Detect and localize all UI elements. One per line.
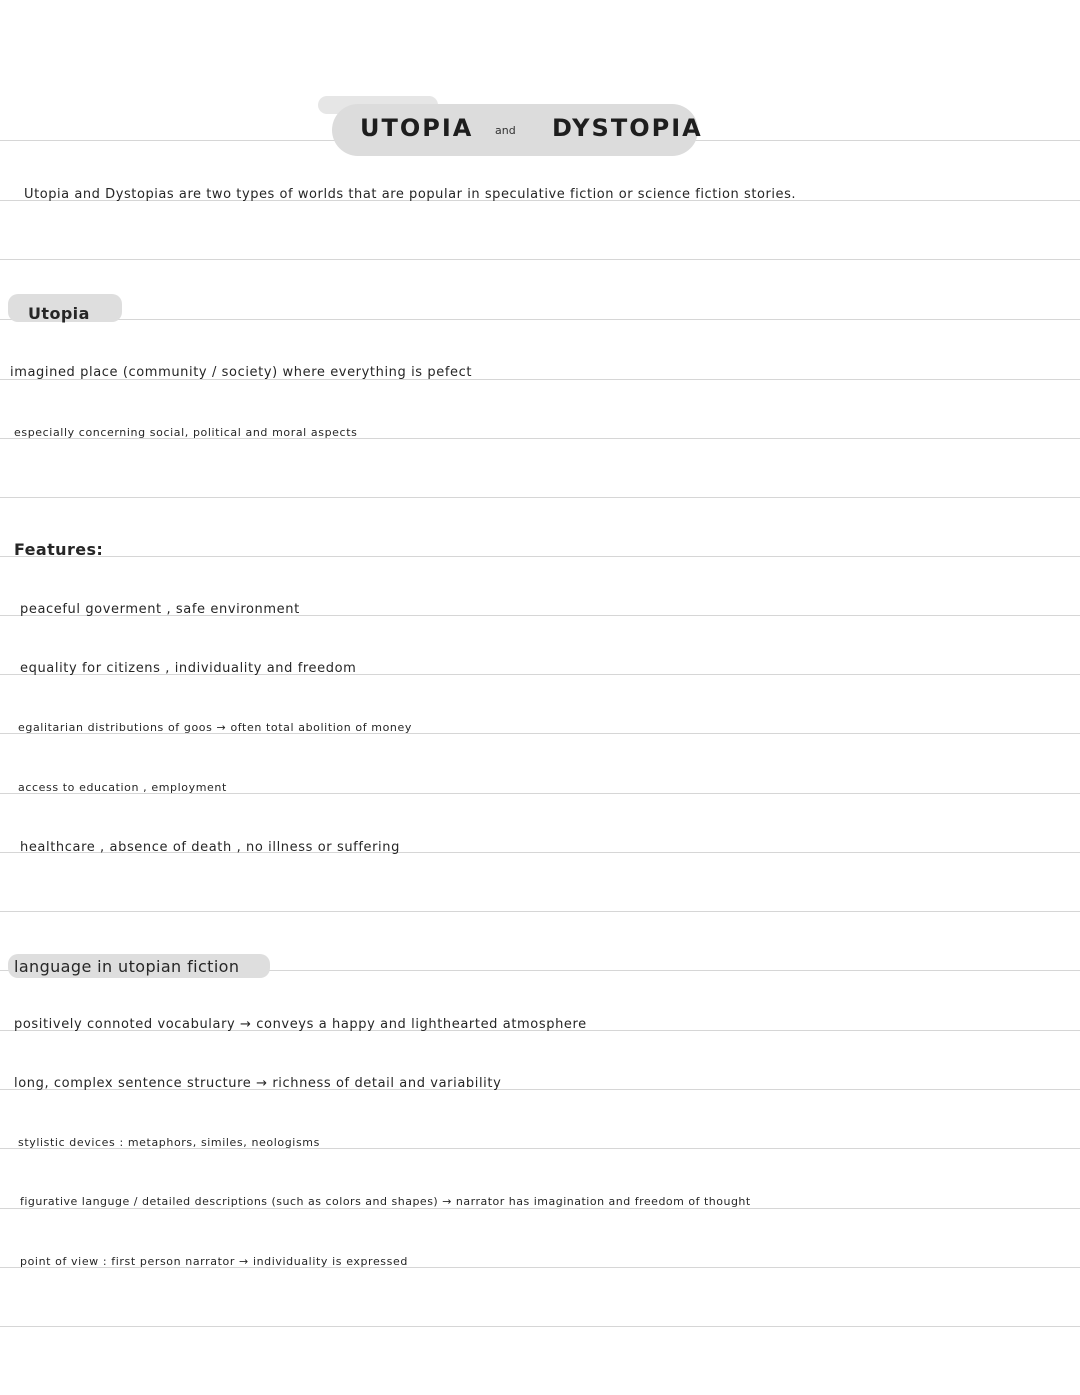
language-heading: language in utopian fiction [14, 957, 240, 976]
feature-item: equality for citizens , individuality and freedom [20, 661, 357, 676]
ruled-line [0, 259, 1080, 260]
feature-item: egalitarian distributions of goos → often total abolition of money [18, 721, 412, 734]
intro-text: Utopia and Dystopias are two types of worlds that are popular in speculative fiction or science fiction stories. [24, 187, 797, 202]
ruled-line [0, 556, 1080, 557]
title-utopia: UTOPIA [360, 114, 474, 142]
feature-item: healthcare , absence of death , no illness or suffering [20, 840, 400, 855]
utopia-heading: Utopia [28, 304, 90, 323]
features-heading: Features: [14, 540, 104, 559]
language-item: point of view : first person narrator → individuality is expressed [20, 1255, 408, 1268]
feature-item: peaceful goverment , safe environment [20, 602, 300, 617]
language-item: stylistic devices : metaphors, similes, neologisms [18, 1136, 320, 1149]
language-item: figurative languge / detailed descriptions (such as colors and shapes) → narrator has imagination and freedom of thought [20, 1195, 751, 1208]
language-item: long, complex sentence structure → richness of detail and variability [14, 1076, 502, 1091]
title-and: and [495, 124, 516, 137]
ruled-line [0, 1208, 1080, 1209]
utopia-definition-line1: imagined place (community / society) where everything is pefect [10, 365, 473, 380]
utopia-definition-line2: especially concerning social, political and moral aspects [14, 426, 358, 439]
ruled-line [0, 1326, 1080, 1327]
language-item: positively connoted vocabulary → conveys a happy and lighthearted atmosphere [14, 1017, 587, 1032]
ruled-line [0, 319, 1080, 320]
feature-item: access to education , employment [18, 781, 227, 794]
ruled-line [0, 497, 1080, 498]
ruled-line [0, 911, 1080, 912]
title-dystopia: DYSTOPIA [552, 114, 703, 142]
